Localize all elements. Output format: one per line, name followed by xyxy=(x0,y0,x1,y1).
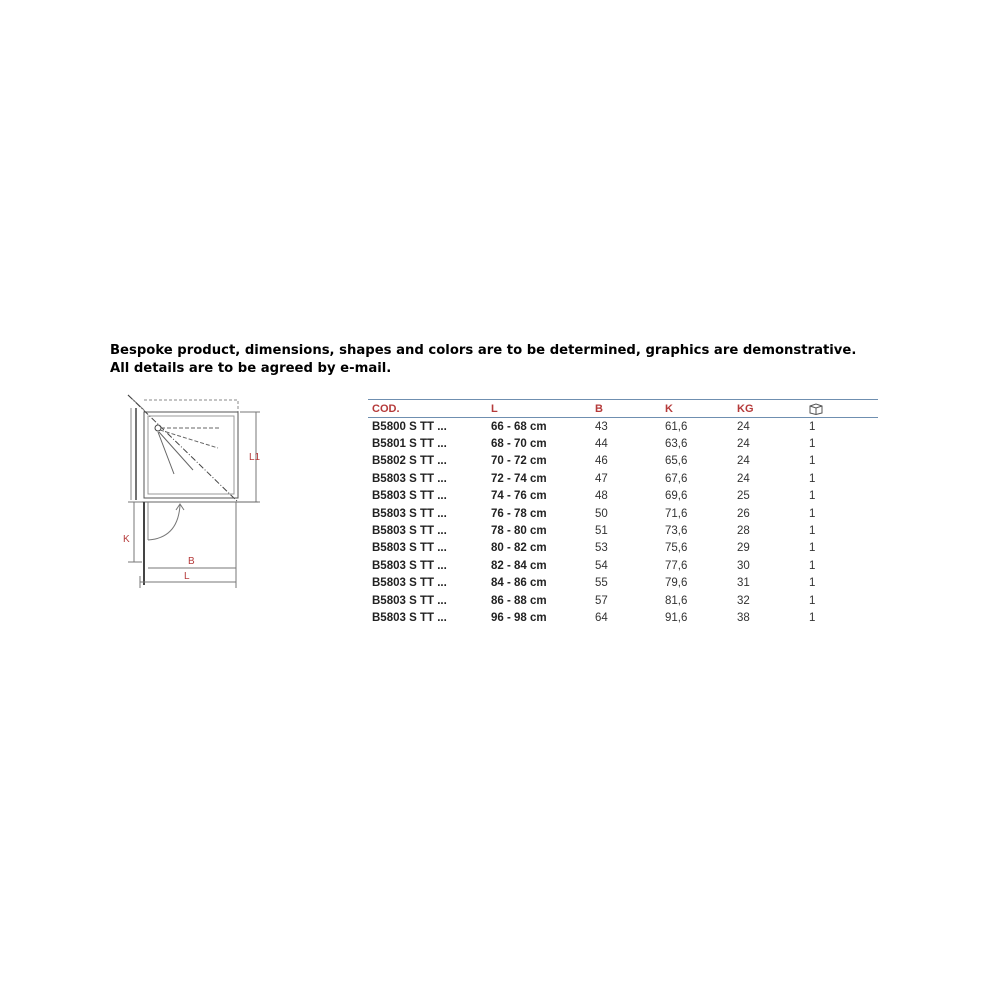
cell-k: 69,6 xyxy=(665,490,688,503)
table-body xyxy=(368,418,878,627)
cell-kg: 24 xyxy=(737,438,750,451)
notice-text: Bespoke product, dimensions, shapes and colors are to be determined, graphics are demonstrative. All details are to be agreed by e-mail. xyxy=(110,343,857,376)
cell-package-qty: 1 xyxy=(809,455,816,468)
cell-kg: 30 xyxy=(737,559,750,572)
cell-code: B5803 S TT ... xyxy=(372,559,447,572)
cell-k: 63,6 xyxy=(665,438,688,451)
label-l: L xyxy=(184,571,190,582)
cell-kg: 25 xyxy=(737,490,750,503)
cell-k: 73,6 xyxy=(665,525,688,538)
cell-package-qty: 1 xyxy=(809,507,816,520)
cell-code: B5803 S TT ... xyxy=(372,472,447,485)
cell-package-qty: 1 xyxy=(809,559,816,572)
cell-package-qty: 1 xyxy=(809,594,816,607)
cell-b: 47 xyxy=(595,472,608,485)
cell-k: 75,6 xyxy=(665,542,688,555)
cell-package-qty: 1 xyxy=(809,611,816,624)
cell-kg: 38 xyxy=(737,611,750,624)
cell-kg: 31 xyxy=(737,577,750,590)
cell-l: 68 - 70 cm xyxy=(491,438,547,451)
cell-package-qty: 1 xyxy=(809,438,816,451)
cell-code: B5803 S TT ... xyxy=(372,577,447,590)
cell-b: 50 xyxy=(595,507,608,520)
cell-code: B5800 S TT ... xyxy=(372,420,447,433)
cell-b: 44 xyxy=(595,438,608,451)
table-row xyxy=(368,540,878,557)
cell-b: 64 xyxy=(595,611,608,624)
cell-code: B5803 S TT ... xyxy=(372,525,447,538)
cell-k: 71,6 xyxy=(665,507,688,520)
cell-kg: 29 xyxy=(737,542,750,555)
box-icon xyxy=(809,403,823,415)
cell-l: 66 - 68 cm xyxy=(491,420,547,433)
cell-l: 78 - 80 cm xyxy=(491,525,547,538)
cell-b: 57 xyxy=(595,594,608,607)
label-l1: L1 xyxy=(249,452,261,463)
table-row xyxy=(368,557,878,574)
table-row xyxy=(368,488,878,505)
cell-kg: 24 xyxy=(737,455,750,468)
label-k: K xyxy=(123,534,130,545)
cell-k: 61,6 xyxy=(665,420,688,433)
table-row xyxy=(368,418,878,436)
cell-package-qty: 1 xyxy=(809,525,816,538)
cell-l: 74 - 76 cm xyxy=(491,490,547,503)
cell-b: 46 xyxy=(595,455,608,468)
header-code: COD. xyxy=(372,402,400,415)
spec-table xyxy=(368,399,878,627)
cell-l: 70 - 72 cm xyxy=(491,455,547,468)
cell-package-qty: 1 xyxy=(809,490,816,503)
table-row xyxy=(368,575,878,592)
cell-kg: 26 xyxy=(737,507,750,520)
cell-l: 82 - 84 cm xyxy=(491,559,547,572)
table-row xyxy=(368,453,878,470)
cell-code: B5803 S TT ... xyxy=(372,594,447,607)
label-b: B xyxy=(188,556,195,567)
cell-package-qty: 1 xyxy=(809,542,816,555)
cell-k: 81,6 xyxy=(665,594,688,607)
cell-code: B5803 S TT ... xyxy=(372,611,447,624)
cell-l: 84 - 86 cm xyxy=(491,577,547,590)
cell-k: 67,6 xyxy=(665,472,688,485)
cell-code: B5803 S TT ... xyxy=(372,507,447,520)
cell-kg: 28 xyxy=(737,525,750,538)
cell-code: B5803 S TT ... xyxy=(372,542,447,555)
header-kg: KG xyxy=(737,402,754,415)
cell-code: B5802 S TT ... xyxy=(372,455,447,468)
cell-k: 77,6 xyxy=(665,559,688,572)
cell-k: 79,6 xyxy=(665,577,688,590)
table-row xyxy=(368,609,878,626)
cell-l: 80 - 82 cm xyxy=(491,542,547,555)
table-row xyxy=(368,435,878,452)
cell-l: 96 - 98 cm xyxy=(491,611,547,624)
table-row xyxy=(368,470,878,487)
cell-l: 72 - 74 cm xyxy=(491,472,547,485)
cell-k: 65,6 xyxy=(665,455,688,468)
cell-package-qty: 1 xyxy=(809,577,816,590)
cell-b: 51 xyxy=(595,525,608,538)
cell-code: B5801 S TT ... xyxy=(372,438,447,451)
cell-kg: 32 xyxy=(737,594,750,607)
cell-package-qty: 1 xyxy=(809,472,816,485)
table-row xyxy=(368,505,878,522)
table-row xyxy=(368,592,878,609)
cell-k: 91,6 xyxy=(665,611,688,624)
table-header-row xyxy=(368,400,878,418)
cell-kg: 24 xyxy=(737,420,750,433)
cell-b: 43 xyxy=(595,420,608,433)
header-package xyxy=(809,400,878,418)
cell-l: 86 - 88 cm xyxy=(491,594,547,607)
shower-diagram xyxy=(118,390,278,595)
cell-b: 53 xyxy=(595,542,608,555)
header-l: L xyxy=(491,402,498,415)
cell-code: B5803 S TT ... xyxy=(372,490,447,503)
header-b: B xyxy=(595,402,603,415)
cell-b: 48 xyxy=(595,490,608,503)
cell-b: 54 xyxy=(595,559,608,572)
cell-b: 55 xyxy=(595,577,608,590)
cell-l: 76 - 78 cm xyxy=(491,507,547,520)
cell-kg: 24 xyxy=(737,472,750,485)
cell-package-qty: 1 xyxy=(809,420,816,433)
table-row xyxy=(368,522,878,539)
header-k: K xyxy=(665,402,673,415)
